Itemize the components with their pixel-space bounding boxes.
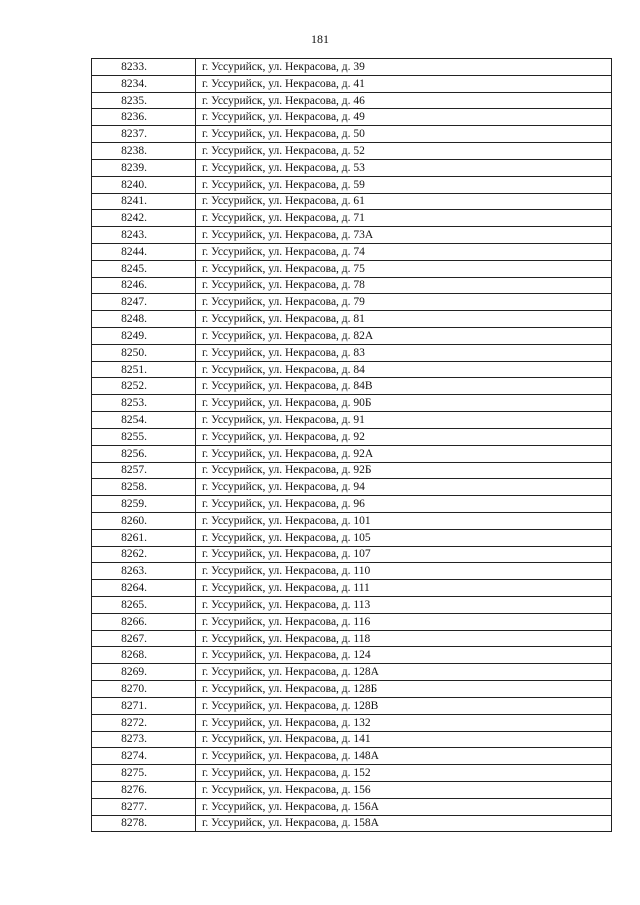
address-cell: г. Уссурийск, ул. Некрасова, д. 118 (196, 630, 612, 647)
row-number-cell: 8248. (92, 311, 196, 328)
row-number-cell: 8244. (92, 243, 196, 260)
row-number-cell: 8259. (92, 496, 196, 513)
table-row (92, 496, 612, 513)
row-number-cell: 8277. (92, 798, 196, 815)
address-cell: г. Уссурийск, ул. Некрасова, д. 74 (196, 243, 612, 260)
row-number-cell: 8245. (92, 260, 196, 277)
row-number-cell: 8262. (92, 546, 196, 563)
table-row (92, 428, 612, 445)
table-row (92, 193, 612, 210)
address-cell: г. Уссурийск, ул. Некрасова, д. 141 (196, 731, 612, 748)
table-row (92, 630, 612, 647)
row-number-cell: 8243. (92, 227, 196, 244)
table-row (92, 378, 612, 395)
row-number-cell: 8261. (92, 529, 196, 546)
address-cell: г. Уссурийск, ул. Некрасова, д. 113 (196, 597, 612, 614)
address-cell: г. Уссурийск, ул. Некрасова, д. 128В (196, 697, 612, 714)
row-number-cell: 8266. (92, 613, 196, 630)
row-number-cell: 8239. (92, 159, 196, 176)
row-number-cell: 8247. (92, 294, 196, 311)
address-cell: г. Уссурийск, ул. Некрасова, д. 92 (196, 428, 612, 445)
address-cell: г. Уссурийск, ул. Некрасова, д. 92Б (196, 462, 612, 479)
row-number-cell: 8258. (92, 479, 196, 496)
address-cell: г. Уссурийск, ул. Некрасова, д. 81 (196, 311, 612, 328)
table-row (92, 731, 612, 748)
address-cell: г. Уссурийск, ул. Некрасова, д. 53 (196, 159, 612, 176)
row-number-cell: 8257. (92, 462, 196, 479)
address-cell: г. Уссурийск, ул. Некрасова, д. 92А (196, 445, 612, 462)
address-cell: г. Уссурийск, ул. Некрасова, д. 148А (196, 748, 612, 765)
address-cell: г. Уссурийск, ул. Некрасова, д. 83 (196, 344, 612, 361)
row-number-cell: 8251. (92, 361, 196, 378)
address-cell: г. Уссурийск, ул. Некрасова, д. 41 (196, 75, 612, 92)
address-cell: г. Уссурийск, ул. Некрасова, д. 50 (196, 126, 612, 143)
table-row (92, 546, 612, 563)
address-cell: г. Уссурийск, ул. Некрасова, д. 156 (196, 781, 612, 798)
table-row (92, 613, 612, 630)
address-cell: г. Уссурийск, ул. Некрасова, д. 128Б (196, 681, 612, 698)
row-number-cell: 8234. (92, 75, 196, 92)
row-number-cell: 8249. (92, 328, 196, 345)
table-row (92, 512, 612, 529)
address-cell: г. Уссурийск, ул. Некрасова, д. 75 (196, 260, 612, 277)
table-row (92, 781, 612, 798)
row-number-cell: 8263. (92, 563, 196, 580)
table-row (92, 328, 612, 345)
row-number-cell: 8274. (92, 748, 196, 765)
table-row (92, 344, 612, 361)
address-cell: г. Уссурийск, ул. Некрасова, д. 152 (196, 765, 612, 782)
row-number-cell: 8271. (92, 697, 196, 714)
address-cell: г. Уссурийск, ул. Некрасова, д. 96 (196, 496, 612, 513)
table-row (92, 664, 612, 681)
table-row (92, 748, 612, 765)
table-row (92, 361, 612, 378)
address-cell: г. Уссурийск, ул. Некрасова, д. 90Б (196, 395, 612, 412)
address-cell: г. Уссурийск, ул. Некрасова, д. 94 (196, 479, 612, 496)
address-cell: г. Уссурийск, ул. Некрасова, д. 128А (196, 664, 612, 681)
table-row (92, 765, 612, 782)
table-row (92, 697, 612, 714)
address-cell: г. Уссурийск, ул. Некрасова, д. 158А (196, 815, 612, 832)
row-number-cell: 8236. (92, 109, 196, 126)
table-row (92, 445, 612, 462)
table-row (92, 395, 612, 412)
address-cell: г. Уссурийск, ул. Некрасова, д. 82А (196, 328, 612, 345)
address-cell: г. Уссурийск, ул. Некрасова, д. 73А (196, 227, 612, 244)
address-cell: г. Уссурийск, ул. Некрасова, д. 71 (196, 210, 612, 227)
table-row (92, 580, 612, 597)
table-row (92, 412, 612, 429)
table-row (92, 243, 612, 260)
row-number-cell: 8241. (92, 193, 196, 210)
page-number: 181 (311, 32, 329, 46)
row-number-cell: 8275. (92, 765, 196, 782)
row-number-cell: 8265. (92, 597, 196, 614)
table-row (92, 311, 612, 328)
table-row (92, 529, 612, 546)
row-number-cell: 8237. (92, 126, 196, 143)
address-cell: г. Уссурийск, ул. Некрасова, д. 79 (196, 294, 612, 311)
row-number-cell: 8269. (92, 664, 196, 681)
address-cell: г. Уссурийск, ул. Некрасова, д. 78 (196, 277, 612, 294)
address-cell: г. Уссурийск, ул. Некрасова, д. 124 (196, 647, 612, 664)
address-cell: г. Уссурийск, ул. Некрасова, д. 91 (196, 412, 612, 429)
row-number-cell: 8238. (92, 143, 196, 160)
row-number-cell: 8253. (92, 395, 196, 412)
row-number-cell: 8260. (92, 512, 196, 529)
address-cell: г. Уссурийск, ул. Некрасова, д. 156А (196, 798, 612, 815)
address-cell: г. Уссурийск, ул. Некрасова, д. 59 (196, 176, 612, 193)
table-row (92, 277, 612, 294)
table-row (92, 479, 612, 496)
address-cell: г. Уссурийск, ул. Некрасова, д. 84 (196, 361, 612, 378)
row-number-cell: 8256. (92, 445, 196, 462)
address-cell: г. Уссурийск, ул. Некрасова, д. 132 (196, 714, 612, 731)
table-row (92, 159, 612, 176)
table-row (92, 143, 612, 160)
table-row (92, 227, 612, 244)
table-row (92, 647, 612, 664)
row-number-cell: 8276. (92, 781, 196, 798)
row-number-cell: 8233. (92, 59, 196, 76)
table-row (92, 294, 612, 311)
table-row (92, 815, 612, 832)
row-number-cell: 8270. (92, 681, 196, 698)
address-table-body (92, 59, 612, 832)
table-row (92, 92, 612, 109)
table-row (92, 75, 612, 92)
table-row (92, 59, 612, 76)
table-row (92, 260, 612, 277)
row-number-cell: 8242. (92, 210, 196, 227)
table-row (92, 563, 612, 580)
table-row (92, 597, 612, 614)
address-cell: г. Уссурийск, ул. Некрасова, д. 101 (196, 512, 612, 529)
address-cell: г. Уссурийск, ул. Некрасова, д. 111 (196, 580, 612, 597)
row-number-cell: 8250. (92, 344, 196, 361)
row-number-cell: 8240. (92, 176, 196, 193)
address-cell: г. Уссурийск, ул. Некрасова, д. 39 (196, 59, 612, 76)
row-number-cell: 8278. (92, 815, 196, 832)
row-number-cell: 8235. (92, 92, 196, 109)
row-number-cell: 8246. (92, 277, 196, 294)
address-table (91, 58, 612, 832)
table-row (92, 176, 612, 193)
row-number-cell: 8273. (92, 731, 196, 748)
table-row (92, 462, 612, 479)
row-number-cell: 8252. (92, 378, 196, 395)
address-cell: г. Уссурийск, ул. Некрасова, д. 49 (196, 109, 612, 126)
address-cell: г. Уссурийск, ул. Некрасова, д. 61 (196, 193, 612, 210)
address-cell: г. Уссурийск, ул. Некрасова, д. 110 (196, 563, 612, 580)
table-row (92, 210, 612, 227)
address-cell: г. Уссурийск, ул. Некрасова, д. 107 (196, 546, 612, 563)
row-number-cell: 8272. (92, 714, 196, 731)
table-row (92, 109, 612, 126)
row-number-cell: 8254. (92, 412, 196, 429)
address-cell: г. Уссурийск, ул. Некрасова, д. 46 (196, 92, 612, 109)
table-row (92, 714, 612, 731)
table-row (92, 126, 612, 143)
row-number-cell: 8267. (92, 630, 196, 647)
row-number-cell: 8255. (92, 428, 196, 445)
row-number-cell: 8264. (92, 580, 196, 597)
address-cell: г. Уссурийск, ул. Некрасова, д. 116 (196, 613, 612, 630)
address-cell: г. Уссурийск, ул. Некрасова, д. 105 (196, 529, 612, 546)
row-number-cell: 8268. (92, 647, 196, 664)
address-cell: г. Уссурийск, ул. Некрасова, д. 84В (196, 378, 612, 395)
address-cell: г. Уссурийск, ул. Некрасова, д. 52 (196, 143, 612, 160)
table-row (92, 681, 612, 698)
table-row (92, 798, 612, 815)
